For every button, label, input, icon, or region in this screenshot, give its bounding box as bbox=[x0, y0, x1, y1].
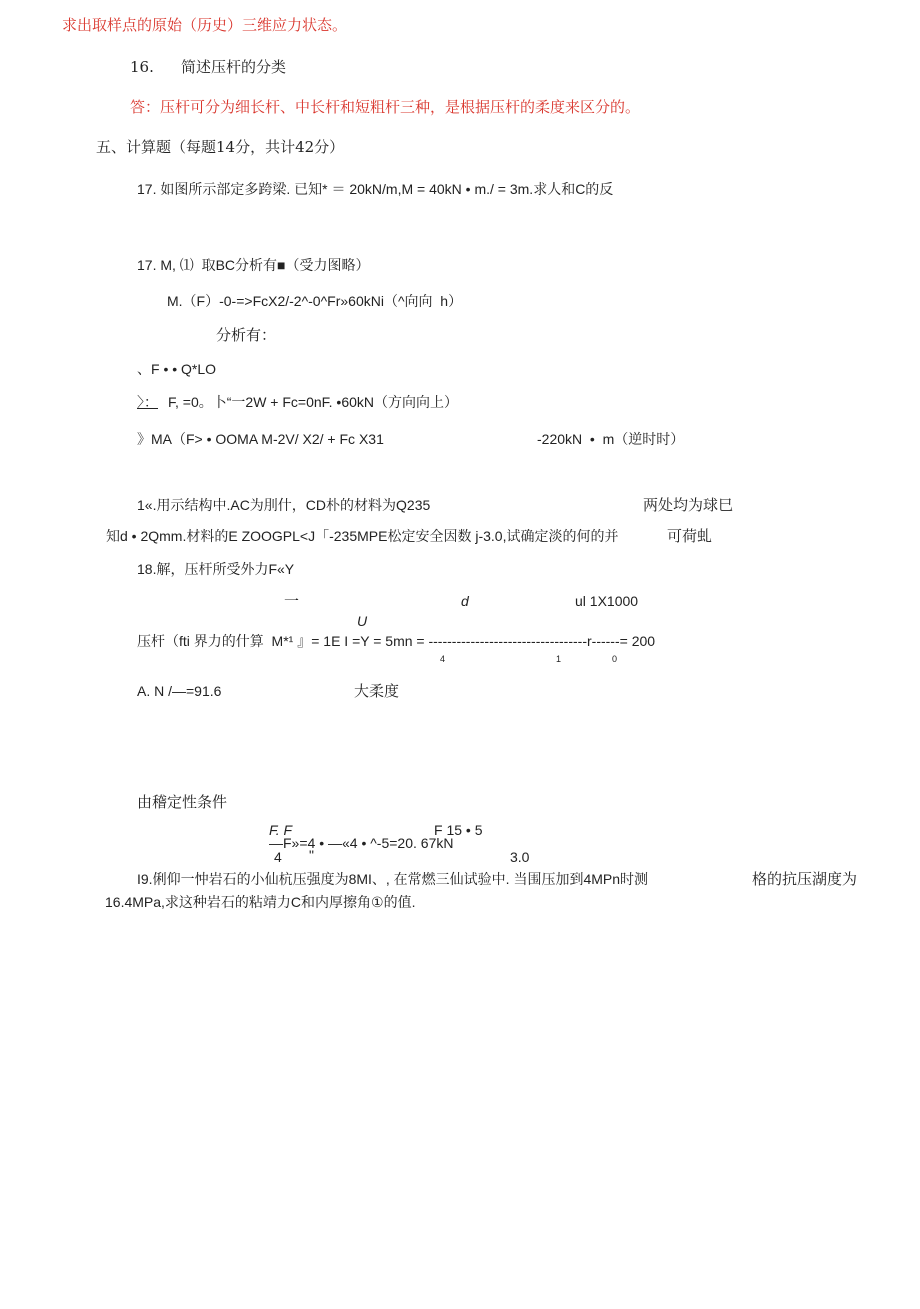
solution-18-sub-0: 0 bbox=[612, 654, 618, 664]
answer-16-text: 答：压杆可分为细长杆、中长杆和短粗杆三种，是根据压杆的柔度来区分的。 bbox=[130, 98, 641, 116]
solution-17-line-5-prefix: 〉： bbox=[137, 394, 158, 410]
question-18-line-2: 知d • 2Qmm.材料的E ZOOGPL<J「-235MPE松定安全因数 j-3.0,试确定淡的何的并 bbox=[106, 528, 619, 544]
question-17-text: 17. 如图所示部定多跨梁. 已知* ＝ 20kN/m,M = 40kN • m./ = 3m.求人和C的反 bbox=[137, 181, 614, 197]
solution-18-sub-4: 4 bbox=[440, 654, 446, 664]
solution-18-d: d bbox=[461, 593, 469, 609]
answer-line-stress-state: 求出取样点的原始（历史）三维应力状态。 bbox=[62, 16, 348, 34]
solution-17-line-2: M.（F）-0-=>FcX2/-2^-0^Fr»60kNi（^向向 h） bbox=[167, 293, 463, 309]
question-19-line-1-right: 格的抗压湖度为 bbox=[752, 870, 858, 888]
section-heading-calculation: 五、计算题（每题14分，共计42分） bbox=[96, 138, 345, 156]
solution-18-dash: 一 bbox=[284, 592, 300, 610]
solution-17-line-6: 》MA（F> • OOMA M-2V/ X2/ + Fc X31 bbox=[137, 431, 384, 447]
question-19-line-1: I9.俐仰一忡岩石的小仙杭压强度为8MI、, 在常燃三仙试验中. 当围压加到4MPn时测 bbox=[137, 871, 649, 887]
solution-18-sub-1: 1 bbox=[556, 654, 562, 664]
solution-18-stability-heading: 由稽定性条件 bbox=[137, 793, 228, 811]
solution-18-ul: ul 1X1000 bbox=[575, 593, 639, 609]
solution-17-line-6-result: -220kN • m（逆时时） bbox=[537, 431, 685, 447]
solution-18-large-slenderness: 大柔度 bbox=[354, 682, 400, 700]
solution-18-quote: " bbox=[309, 847, 314, 863]
solution-18-result: —F»=4 • —«4 • ^-5=20. 67kN bbox=[269, 835, 454, 851]
question-18-line-1: 1«.用示结构中.AC为刖什，CD朴的材料为Q235 bbox=[137, 497, 431, 513]
solution-18-lambda: A. N /—=91.6 bbox=[137, 683, 222, 699]
solution-18-formula: 压杆（fti 界力的什算 M*¹ 』= 1E I =Y = 5mn = ----------------------------------r------= 200 bbox=[137, 633, 656, 649]
solution-18-denominator-4: 4 bbox=[274, 849, 282, 865]
question-number-16: 16. bbox=[130, 58, 154, 76]
solution-17-line-3: 分析有： bbox=[216, 326, 277, 344]
solution-17-line-1: 17. M, ⑴ 取BC分析有■（受力图略） bbox=[137, 257, 370, 273]
question-19-line-2: 16.4MPa,求这种岩石的粘靖力C和内厚擦角①的值. bbox=[105, 894, 416, 910]
question-16-text: 简述压杆的分类 bbox=[181, 58, 287, 76]
solution-17-line-5: F, =0。卜“一2W + Fc=0nF. •60kN（方向向上） bbox=[168, 394, 459, 410]
question-18-line-1-right: 两处均为球巳 bbox=[643, 496, 734, 514]
solution-18-denominator-3: 3.0 bbox=[510, 849, 530, 865]
solution-17-line-4: 、F • • Q*LO bbox=[137, 361, 217, 377]
solution-18-u: U bbox=[357, 613, 368, 629]
question-18-line-2-right: 可荷虬 bbox=[667, 527, 713, 545]
solution-18-ff: F. F bbox=[269, 822, 293, 838]
solution-18-f15: F 15 • 5 bbox=[434, 822, 483, 838]
solution-18-line-1: 18.解，压杆所受外力F«Y bbox=[137, 561, 295, 577]
